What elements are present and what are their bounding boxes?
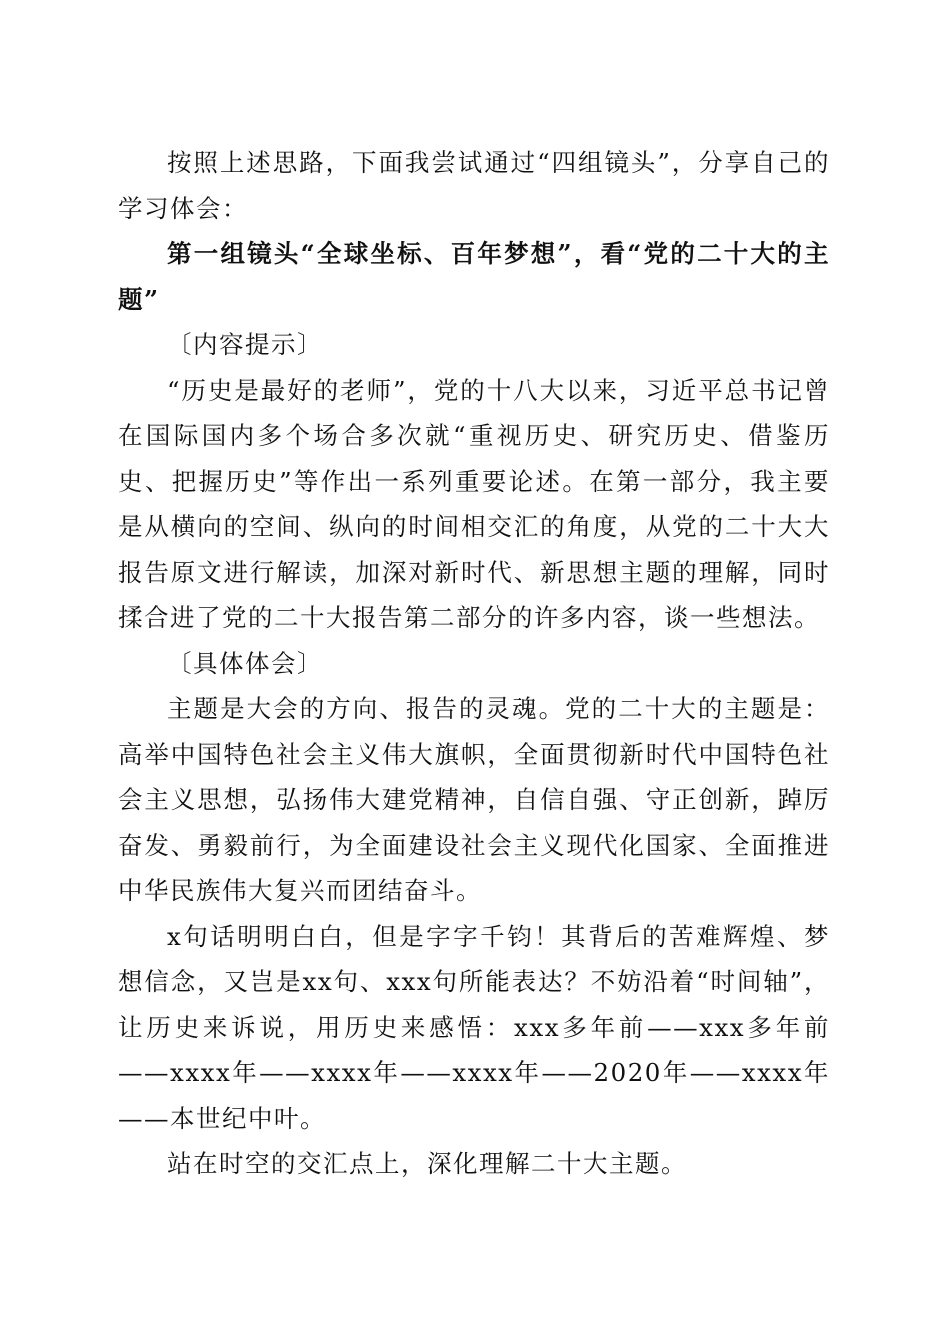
timeline-paragraph: x句话明明白白，但是字字千钧！其背后的苦难辉煌、梦想信念，又岂是xx句、xxx句所能表达？不妨沿着“时间轴”，让历史来诉说，用历史来感悟：xxx多年前——xxx多年前——xxxx年——xxxx年——xxxx年——2020年——xxxx年——本世纪中叶。 <box>118 921 830 1133</box>
intro-paragraph: 按照上述思路，下面我尝试通过“四组镜头”，分享自己的学习体会： <box>118 148 830 223</box>
closing-paragraph: 站在时空的交汇点上，深化理解二十大主题。 <box>167 1149 687 1178</box>
theme-paragraph: 主题是大会的方向、报告的灵魂。党的二十大的主题是：高举中国特色社会主义伟大旗帜，全面贯彻新时代中国特色社会主义思想，弘扬伟大建党精神，自信自强、守正创新，踔厉奋发、勇毅前行，为全面建设社会主义现代化国家、全面推进中华民族伟大复兴而团结奋斗。 <box>118 694 830 905</box>
document-body <box>118 140 830 1187</box>
content-hint-label: 〔内容提示〕 <box>167 330 323 359</box>
specific-experience-label: 〔具体体会〕 <box>167 648 323 678</box>
content-hint-paragraph: “历史是最好的老师”，党的十八大以来，习近平总书记曾在国际国内多个场合多次就“重视历史、研究历史、借鉴历史、把握历史”等作出一系列重要论述。在第一部分，我主要是从横向的空间、纵向的时间相交汇的角度，从党的二十大大报告原文进行解读，加深对新时代、新思想主题的理解，同时揉合进了党的二十大报告第二部分的许多内容，谈一些想法。 <box>118 375 830 632</box>
section-heading: 第一组镜头“全球坐标、百年梦想”，看“党的二十大的主题” <box>118 239 830 314</box>
